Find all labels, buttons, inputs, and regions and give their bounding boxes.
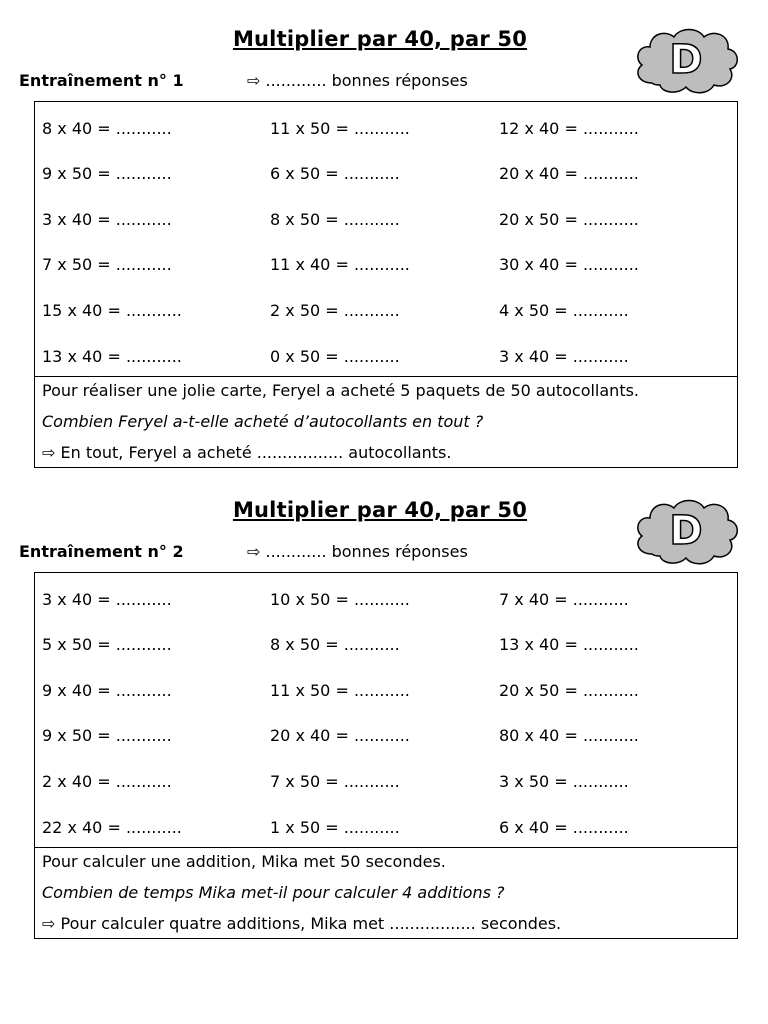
worksheet-title: Multiplier par 40, par 50 — [232, 498, 528, 522]
calc-item: 13 x 40 = ........... — [499, 635, 639, 654]
problem-answer-line: ⇨ En tout, Feryel a acheté ................. autocollants. — [42, 443, 452, 462]
calc-item: 80 x 40 = ........... — [499, 726, 639, 745]
session-label: Entraînement n° 2 — [19, 542, 184, 561]
calc-item: 9 x 50 = ........... — [42, 164, 172, 183]
calc-item: 7 x 50 = ........... — [270, 772, 400, 791]
level-badge-cloud-icon — [632, 496, 740, 566]
calc-item: 4 x 50 = ........... — [499, 301, 629, 320]
calc-item: 8 x 40 = ........... — [42, 119, 172, 138]
calc-item: 0 x 50 = ........... — [270, 347, 400, 366]
calc-item: 8 x 50 = ........... — [270, 635, 400, 654]
exercise-box — [34, 572, 738, 939]
calc-item: 20 x 50 = ........... — [499, 681, 639, 700]
calc-item: 11 x 50 = ........... — [270, 681, 410, 700]
calc-item: 10 x 50 = ........... — [270, 590, 410, 609]
calc-item: 2 x 50 = ........... — [270, 301, 400, 320]
calc-item: 3 x 40 = ........... — [42, 210, 172, 229]
calc-item: 5 x 50 = ........... — [42, 635, 172, 654]
problem-question: Combien Feryel a-t-elle acheté d’autocollants en tout ? — [42, 412, 484, 431]
score-line: ⇨ ............ bonnes réponses — [247, 542, 468, 561]
calc-item: 3 x 50 = ........... — [499, 772, 629, 791]
calc-item: 3 x 40 = ........... — [42, 590, 172, 609]
worksheet-title: Multiplier par 40, par 50 — [232, 27, 528, 51]
calc-item: 15 x 40 = ........... — [42, 301, 182, 320]
badge-letter: D — [669, 37, 703, 83]
calc-item: 12 x 40 = ........... — [499, 119, 639, 138]
calc-item: 13 x 40 = ........... — [42, 347, 182, 366]
calc-item: 2 x 40 = ........... — [42, 772, 172, 791]
calc-item: 9 x 40 = ........... — [42, 681, 172, 700]
calc-item: 7 x 40 = ........... — [499, 590, 629, 609]
calc-item: 11 x 50 = ........... — [270, 119, 410, 138]
calc-item: 20 x 40 = ........... — [499, 164, 639, 183]
calc-item: 11 x 40 = ........... — [270, 255, 410, 274]
score-line: ⇨ ............ bonnes réponses — [247, 71, 468, 90]
calc-item: 1 x 50 = ........... — [270, 818, 400, 837]
level-badge-cloud-icon — [632, 25, 740, 95]
calc-item: 7 x 50 = ........... — [42, 255, 172, 274]
session-label: Entraînement n° 1 — [19, 71, 184, 90]
calc-item: 20 x 50 = ........... — [499, 210, 639, 229]
badge-letter: D — [669, 508, 703, 554]
worksheet-2 — [0, 471, 768, 941]
calc-item: 9 x 50 = ........... — [42, 726, 172, 745]
calc-item: 6 x 50 = ........... — [270, 164, 400, 183]
problem-answer-line: ⇨ Pour calculer quatre additions, Mika met ................. secondes. — [42, 914, 562, 933]
problem-question: Combien de temps Mika met-il pour calculer 4 additions ? — [42, 883, 505, 902]
calc-item: 20 x 40 = ........... — [270, 726, 410, 745]
word-problem — [35, 376, 737, 468]
problem-statement: Pour calculer une addition, Mika met 50 secondes. — [42, 852, 446, 871]
calc-item: 30 x 40 = ........... — [499, 255, 639, 274]
calc-item: 6 x 40 = ........... — [499, 818, 629, 837]
problem-statement: Pour réaliser une jolie carte, Feryel a acheté 5 paquets de 50 autocollants. — [42, 381, 640, 400]
word-problem — [35, 847, 737, 939]
calc-item: 22 x 40 = ........... — [42, 818, 182, 837]
calc-item: 3 x 40 = ........... — [499, 347, 629, 366]
exercise-box — [34, 101, 738, 468]
calc-item: 8 x 50 = ........... — [270, 210, 400, 229]
worksheet-1 — [0, 0, 768, 470]
